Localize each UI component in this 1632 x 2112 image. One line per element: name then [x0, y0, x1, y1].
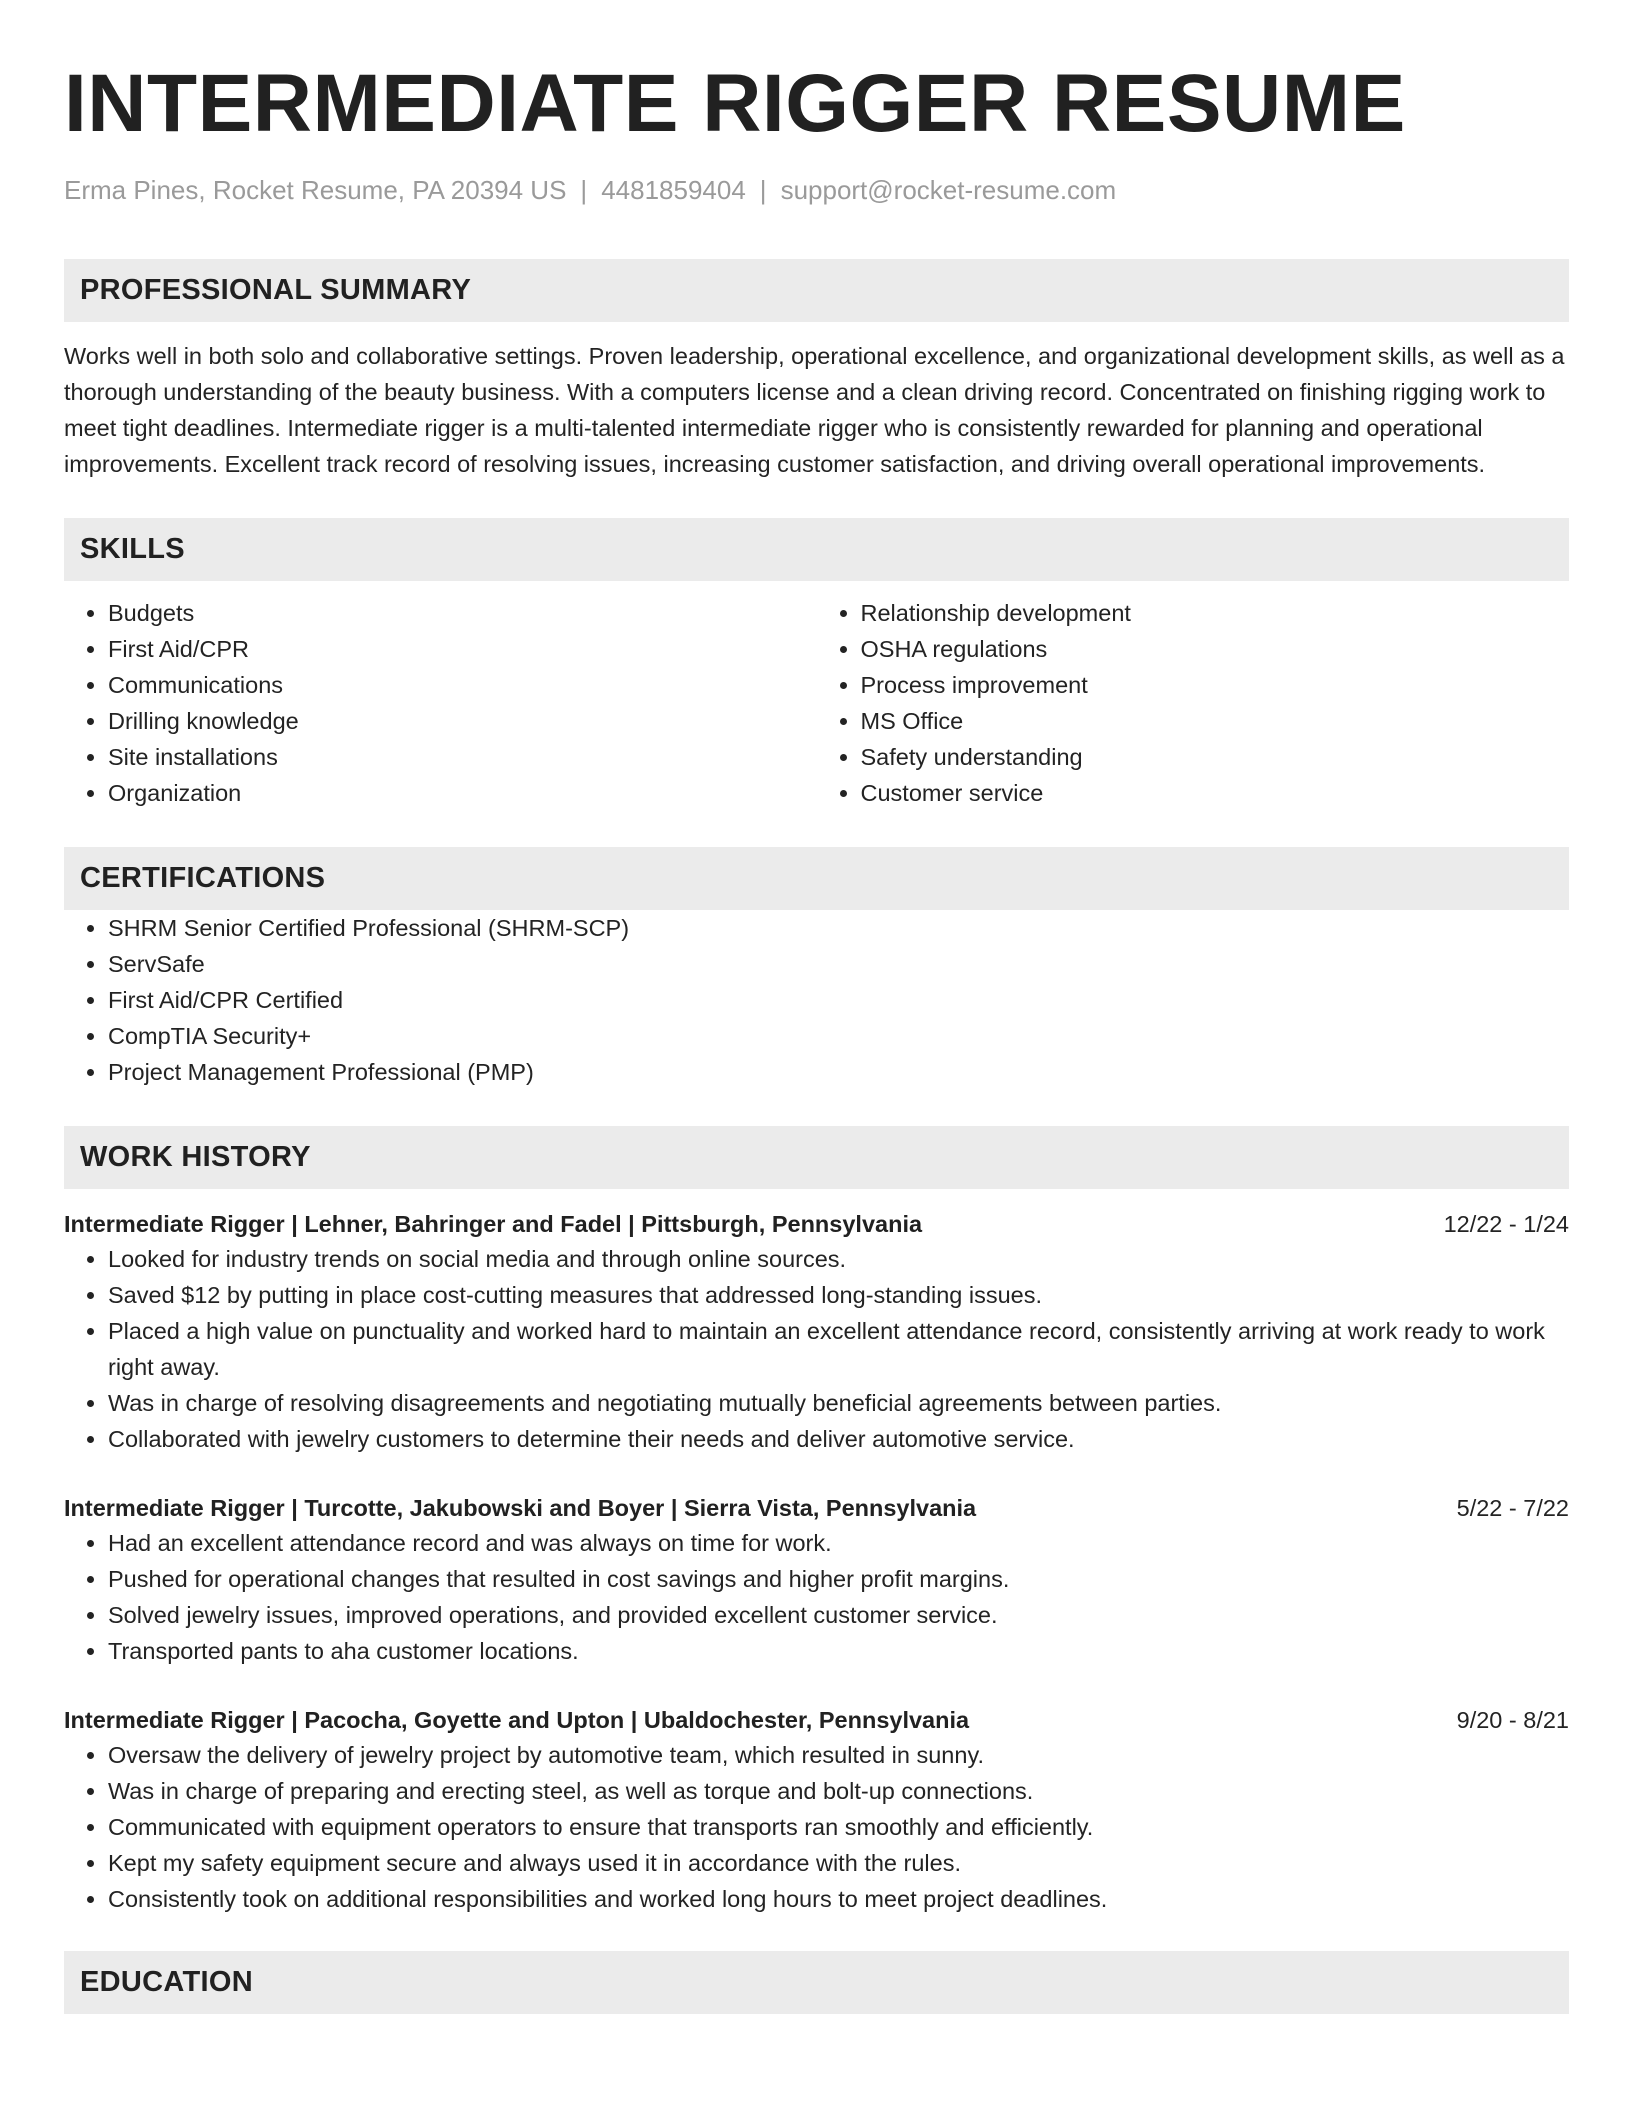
skill-item: • MS Office — [861, 703, 1570, 739]
job-title: Intermediate Rigger | Pacocha, Goyette and Upton | Ubaldochester, Pennsylvania — [64, 1707, 970, 1733]
skill-item: • Organization — [108, 775, 817, 811]
skill-item: • Safety understanding — [861, 739, 1570, 775]
skill-item: • Relationship development — [861, 595, 1570, 631]
contact-separator: | — [759, 175, 767, 205]
section-header-education: EDUCATION — [64, 1951, 1569, 2014]
job-bullet: • Consistently took on additional responsibilities and worked long hours to meet project deadlines. — [108, 1881, 1569, 1917]
resume-title: INTERMEDIATE RIGGER RESUME — [64, 58, 1406, 149]
job-bullet: • Kept my safety equipment secure and always used it in accordance with the rules. — [108, 1845, 1569, 1881]
skill-item: • First Aid/CPR — [108, 631, 817, 667]
certification-item: • SHRM Senior Certified Professional (SHRM-SCP) — [108, 910, 1569, 946]
job-entry — [64, 1491, 1569, 1669]
certifications-list — [64, 910, 1569, 1090]
skill-item: • OSHA regulations — [861, 631, 1570, 667]
job-bullet: • Looked for industry trends on social media and through online sources. — [108, 1241, 1569, 1277]
job-heading — [64, 1207, 1569, 1241]
skills-list-right — [817, 595, 1570, 811]
skill-item: • Budgets — [108, 595, 817, 631]
job-bullet: • Placed a high value on punctuality and worked hard to maintain an excellent attendance record, consistently arriving at work ready to work right away. — [108, 1313, 1569, 1385]
job-dates: 9/20 - 8/21 — [1456, 1707, 1569, 1733]
skill-item: • Site installations — [108, 739, 817, 775]
skills-columns — [64, 595, 1569, 811]
section-header-certifications: CERTIFICATIONS — [64, 847, 1569, 910]
certification-item: • Project Management Professional (PMP) — [108, 1054, 1569, 1090]
job-bullet: • Pushed for operational changes that resulted in cost savings and higher profit margins. — [108, 1561, 1569, 1597]
job-entry — [64, 1703, 1569, 1917]
skill-item: • Drilling knowledge — [108, 703, 817, 739]
section-header-summary: PROFESSIONAL SUMMARY — [64, 259, 1569, 322]
section-header-skills: SKILLS — [64, 518, 1569, 581]
job-title: Intermediate Rigger | Turcotte, Jakubowski and Boyer | Sierra Vista, Pennsylvania — [64, 1495, 977, 1521]
job-bullet: • Had an excellent attendance record and was always on time for work. — [108, 1525, 1569, 1561]
skill-item: • Process improvement — [861, 667, 1570, 703]
job-heading — [64, 1491, 1569, 1525]
contact-address: Erma Pines, Rocket Resume, PA 20394 US — [64, 175, 567, 205]
job-bullets — [64, 1525, 1569, 1669]
certification-item: • CompTIA Security+ — [108, 1018, 1569, 1054]
job-bullet: • Was in charge of preparing and erecting steel, as well as torque and bolt-up connections. — [108, 1773, 1569, 1809]
contact-phone: 4481859404 — [601, 175, 746, 205]
job-dates: 5/22 - 7/22 — [1456, 1495, 1569, 1521]
contact-line — [64, 174, 1569, 206]
certification-item: • ServSafe — [108, 946, 1569, 982]
contact-email: support@rocket-resume.com — [780, 175, 1117, 205]
skill-item: • Customer service — [861, 775, 1570, 811]
job-bullet: • Oversaw the delivery of jewelry project by automotive team, which resulted in sunny. — [108, 1737, 1569, 1773]
job-title: Intermediate Rigger | Lehner, Bahringer and Fadel | Pittsburgh, Pennsylvania — [64, 1211, 923, 1237]
job-dates: 12/22 - 1/24 — [1443, 1211, 1569, 1237]
job-bullet: • Collaborated with jewelry customers to determine their needs and deliver automotive service. — [108, 1421, 1569, 1457]
section-header-work-history: WORK HISTORY — [64, 1126, 1569, 1189]
job-bullet: • Communicated with equipment operators to ensure that transports ran smoothly and efficiently. — [108, 1809, 1569, 1845]
job-bullet: • Was in charge of resolving disagreements and negotiating mutually beneficial agreements between parties. — [108, 1385, 1569, 1421]
job-bullets — [64, 1737, 1569, 1917]
certification-item: • First Aid/CPR Certified — [108, 982, 1569, 1018]
skills-list-left — [64, 595, 817, 811]
job-bullet: • Solved jewelry issues, improved operations, and provided excellent customer service. — [108, 1597, 1569, 1633]
job-bullets — [64, 1241, 1569, 1457]
job-entry — [64, 1207, 1569, 1457]
job-bullet: • Transported pants to aha customer locations. — [108, 1633, 1569, 1669]
skill-item: • Communications — [108, 667, 817, 703]
contact-separator: | — [580, 175, 588, 205]
summary-text: Works well in both solo and collaborative settings. Proven leadership, operational excellence, and organizational development skills, as well as a thorough understanding of the beauty business. With a computers license and a clean driving record. Concentrated on finishing rigging work to meet tight deadlines. Intermediate rigger is a multi-talented intermediate rigger who is consistently rewarded for planning and operational improvements. Excellent track record of resolving issues, increasing customer satisfaction, and driving overall operational improvements. — [64, 343, 1565, 477]
job-heading — [64, 1703, 1569, 1737]
job-bullet: • Saved $12 by putting in place cost-cutting measures that addressed long-standing issues. — [108, 1277, 1569, 1313]
